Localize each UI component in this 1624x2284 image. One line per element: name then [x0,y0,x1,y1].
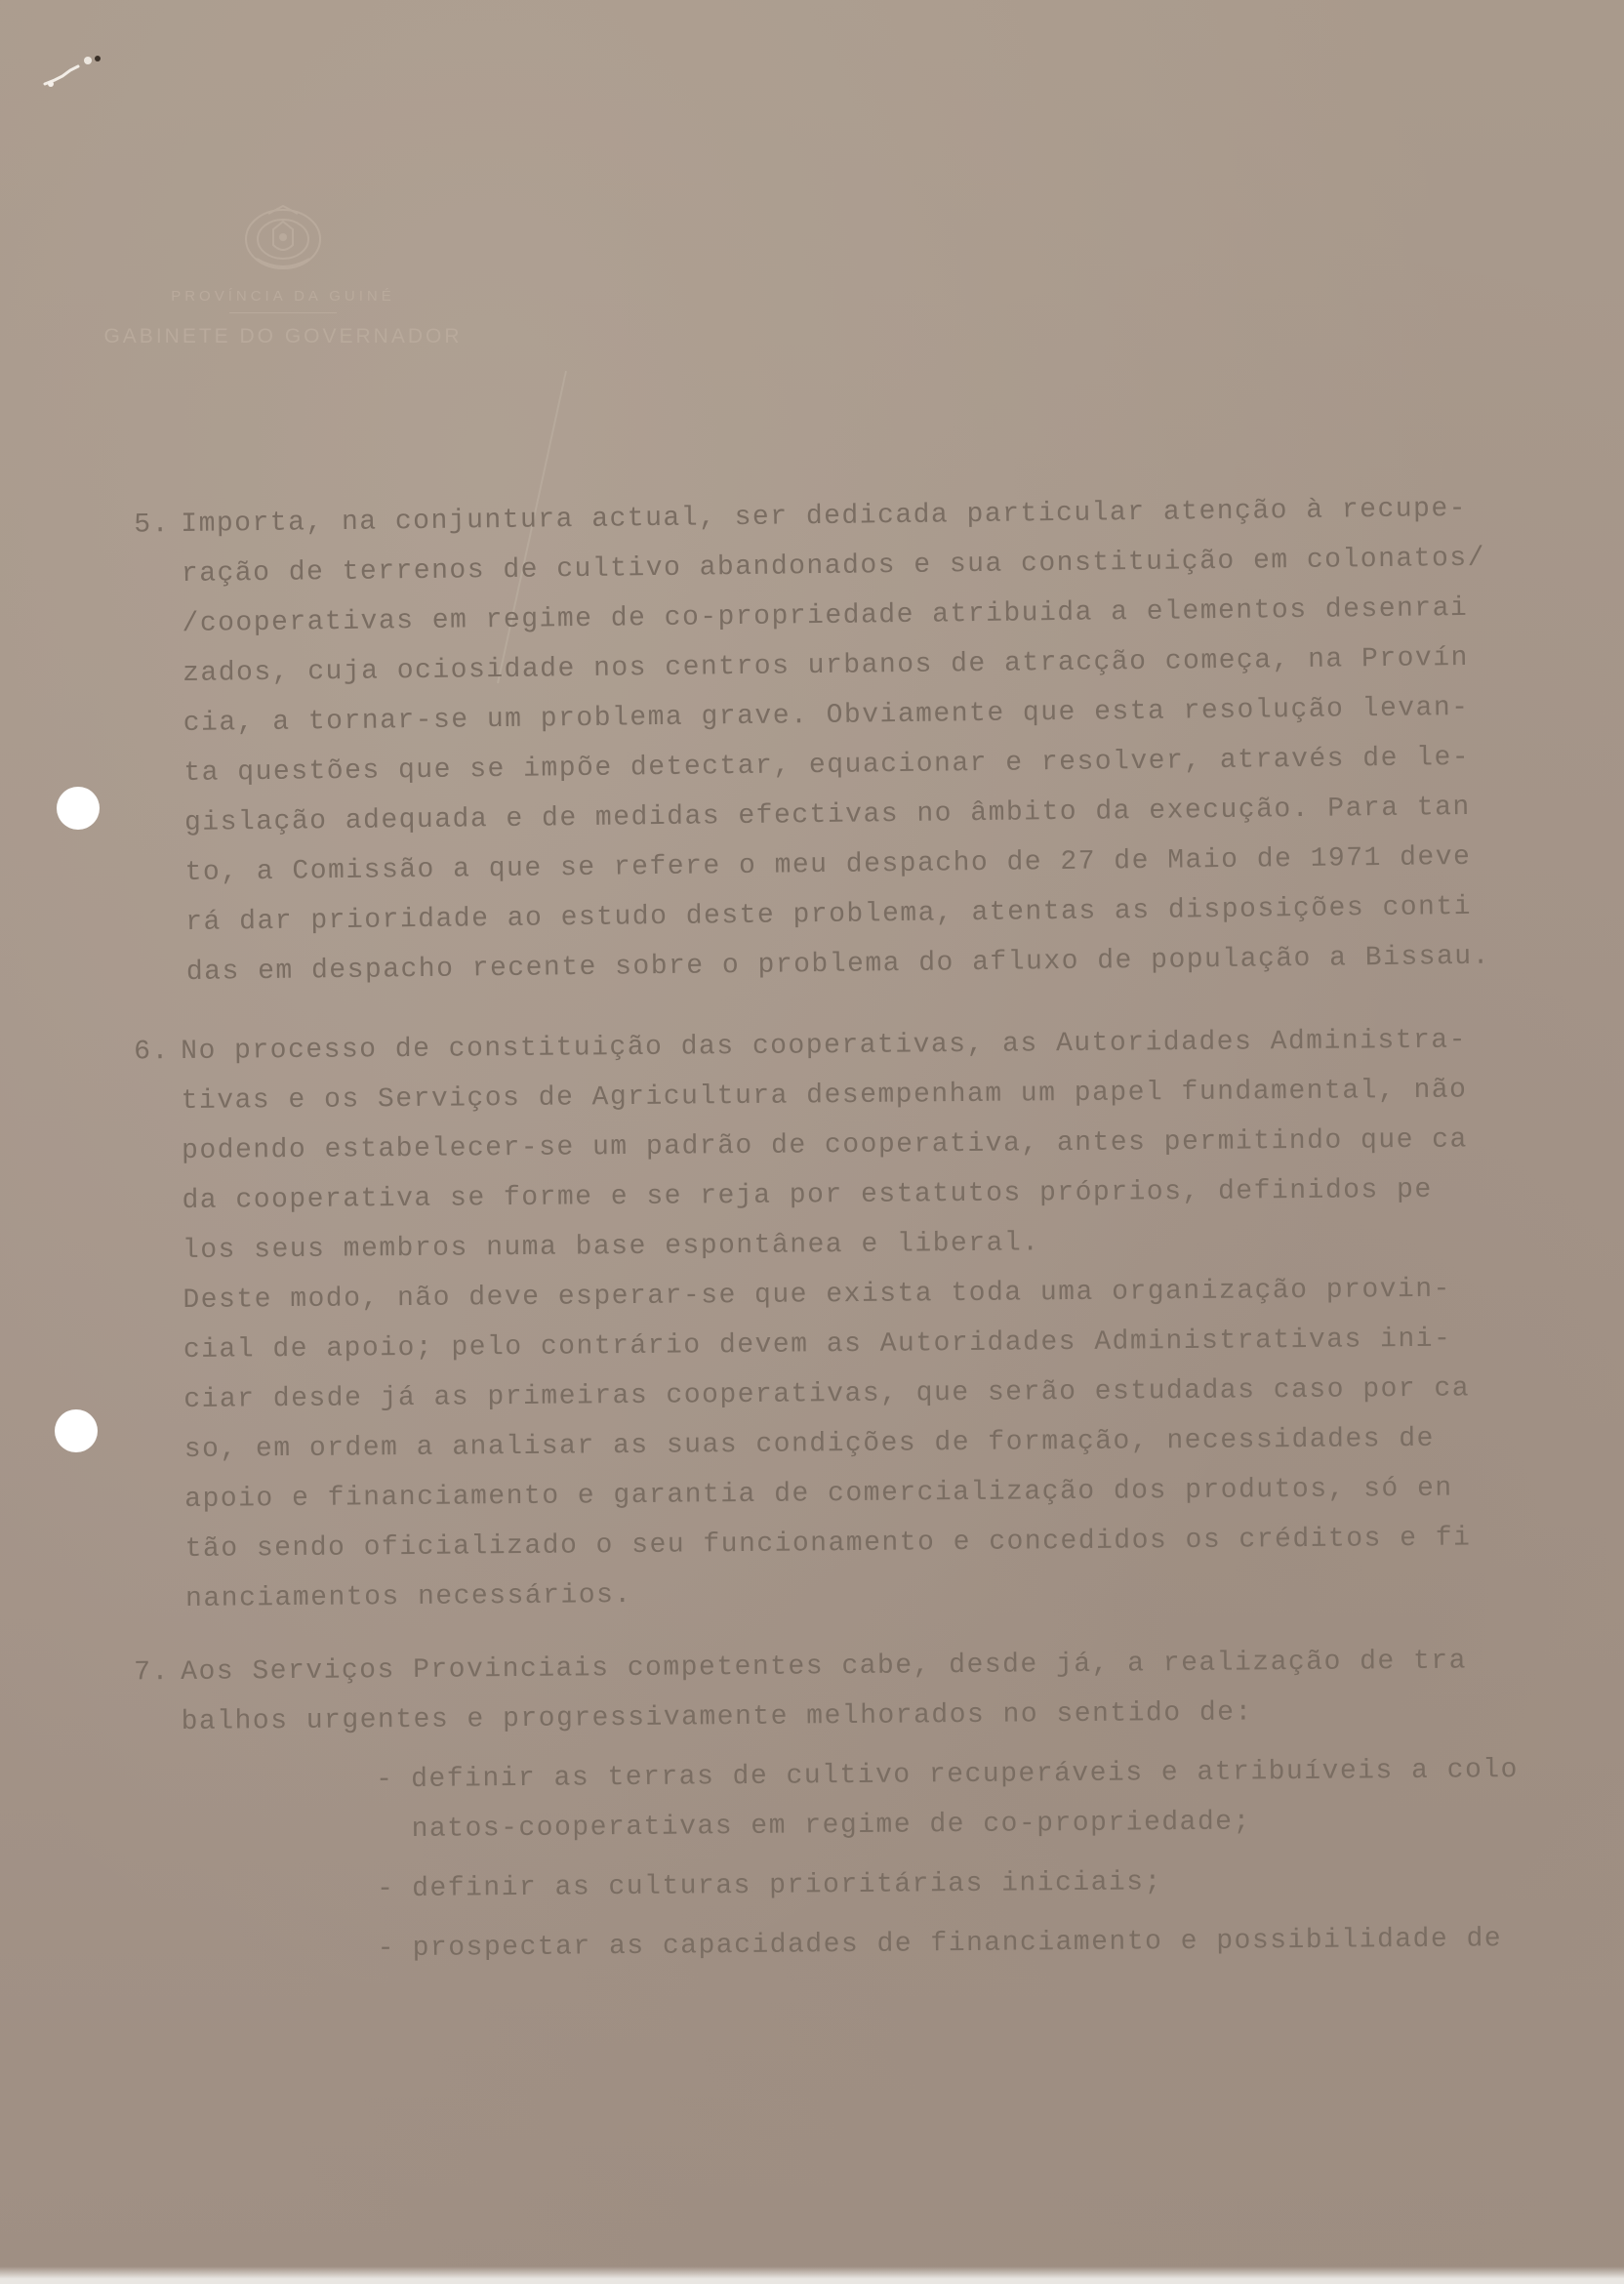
text-line: Aos Serviços Provinciais competentes cabe, desde já, a realização de tra [181,1646,1468,1688]
text-line: das em despacho recente sobre o problema do afluxo de população a Bissau. [185,941,1491,988]
paragraph-number: 6. [134,1037,170,1068]
text-line: to, a Comissão a que se refere o meu despacho de 27 de Maio de 1971 deve [184,841,1472,888]
text-line: tivas e os Serviços de Agricultura desempenham um papel fundamental, não [181,1075,1468,1117]
text-line: definir as terras de cultivo recuperáveis e atribuíveis a colo [411,1755,1520,1795]
text-line: da cooperativa se forme e se reja por estatutos próprios, definidos pe [182,1174,1433,1216]
text-line: zados, cuja ociosidade nos centros urbanos de atracção começa, na Provín [182,642,1470,689]
coat-of-arms-icon [239,200,327,278]
punch-hole [55,1409,98,1452]
text-line: ta questões que se impõe detectar, equacionar e resolver, através de le- [183,742,1471,789]
text-line: No processo de constituição das cooperativas, as Autoridades Administra- [181,1025,1468,1067]
punch-hole [57,787,100,830]
text-line: balhos urgentes e progressivamente melhorados no sentido de: [181,1697,1253,1737]
bullet-dash: - [377,1874,395,1905]
text-line: rá dar prioridade ao estudo deste problema, atentas as disposições conti [185,891,1473,938]
letterhead [78,200,488,348]
paragraph-number: 5. [134,510,171,541]
bullet-dash: - [377,1934,396,1965]
text-line: ração de terrenos de cultivo abandonados e sua constituição em colonatos/ [181,543,1486,590]
paragraph-number: 7. [134,1657,170,1689]
text-line: los seus membros numa base espontânea e liberal. [182,1228,1040,1266]
bullet-item [376,1745,1568,1855]
text-line: tão sendo oficializado o seu funcionamento e concedidos os créditos e fi [184,1523,1472,1565]
text-line: ciar desde já as primeiras cooperativas, que serão estudadas caso por ca [183,1373,1471,1415]
text-line: cia, a tornar-se um problema grave. Obviamente que esta resolução levan- [183,692,1470,739]
text-line: cial de apoio; pelo contrário devem as Autoridades Administrativas ini- [183,1324,1452,1366]
bullet-dash: - [376,1765,394,1796]
text-line: gislação adequada e de medidas efectivas no âmbito da execução. Para tan [183,792,1471,838]
text-line: natos-cooperativas em regime de co-propriedade; [411,1807,1251,1845]
paragraph-6 [134,1015,1571,1624]
bullet-item [377,1855,1568,1914]
text-line: nanciamentos necessários. [184,1579,632,1614]
paper-speck [41,51,119,90]
letterhead-divider [229,312,337,313]
text-line: prospectar as capacidades de financiamento e possibilidade de [412,1924,1503,1964]
text-line: so, em ordem a analisar as suas condições de formação, necessidades de [183,1423,1436,1465]
bullet-item [377,1914,1568,1974]
paragraph-7 [134,1636,1569,1976]
text-line: /cooperativas em regime de co-propriedade atribuida a elementos desenrai [182,592,1469,639]
text-line: apoio e financiamento e garantia de comercialização dos produtos, só en [184,1473,1453,1515]
text-line: podendo estabelecer-se um padrão de cooperativa, antes permitindo que ca [181,1124,1468,1166]
province-label: PROVÍNCIA DA GUINÉ [171,288,395,305]
document-body [134,493,1566,1976]
text-line: Deste modo, não deve esperar-se que exista toda uma organização provin- [183,1274,1452,1316]
paragraph-5 [134,483,1572,998]
text-line: definir as culturas prioritárias iniciais; [412,1867,1162,1904]
text-line: Importa, na conjuntura actual, ser dedicada particular atenção à recupe- [181,493,1468,540]
cabinet-label: GABINETE DO GOVERNADOR [103,325,463,347]
